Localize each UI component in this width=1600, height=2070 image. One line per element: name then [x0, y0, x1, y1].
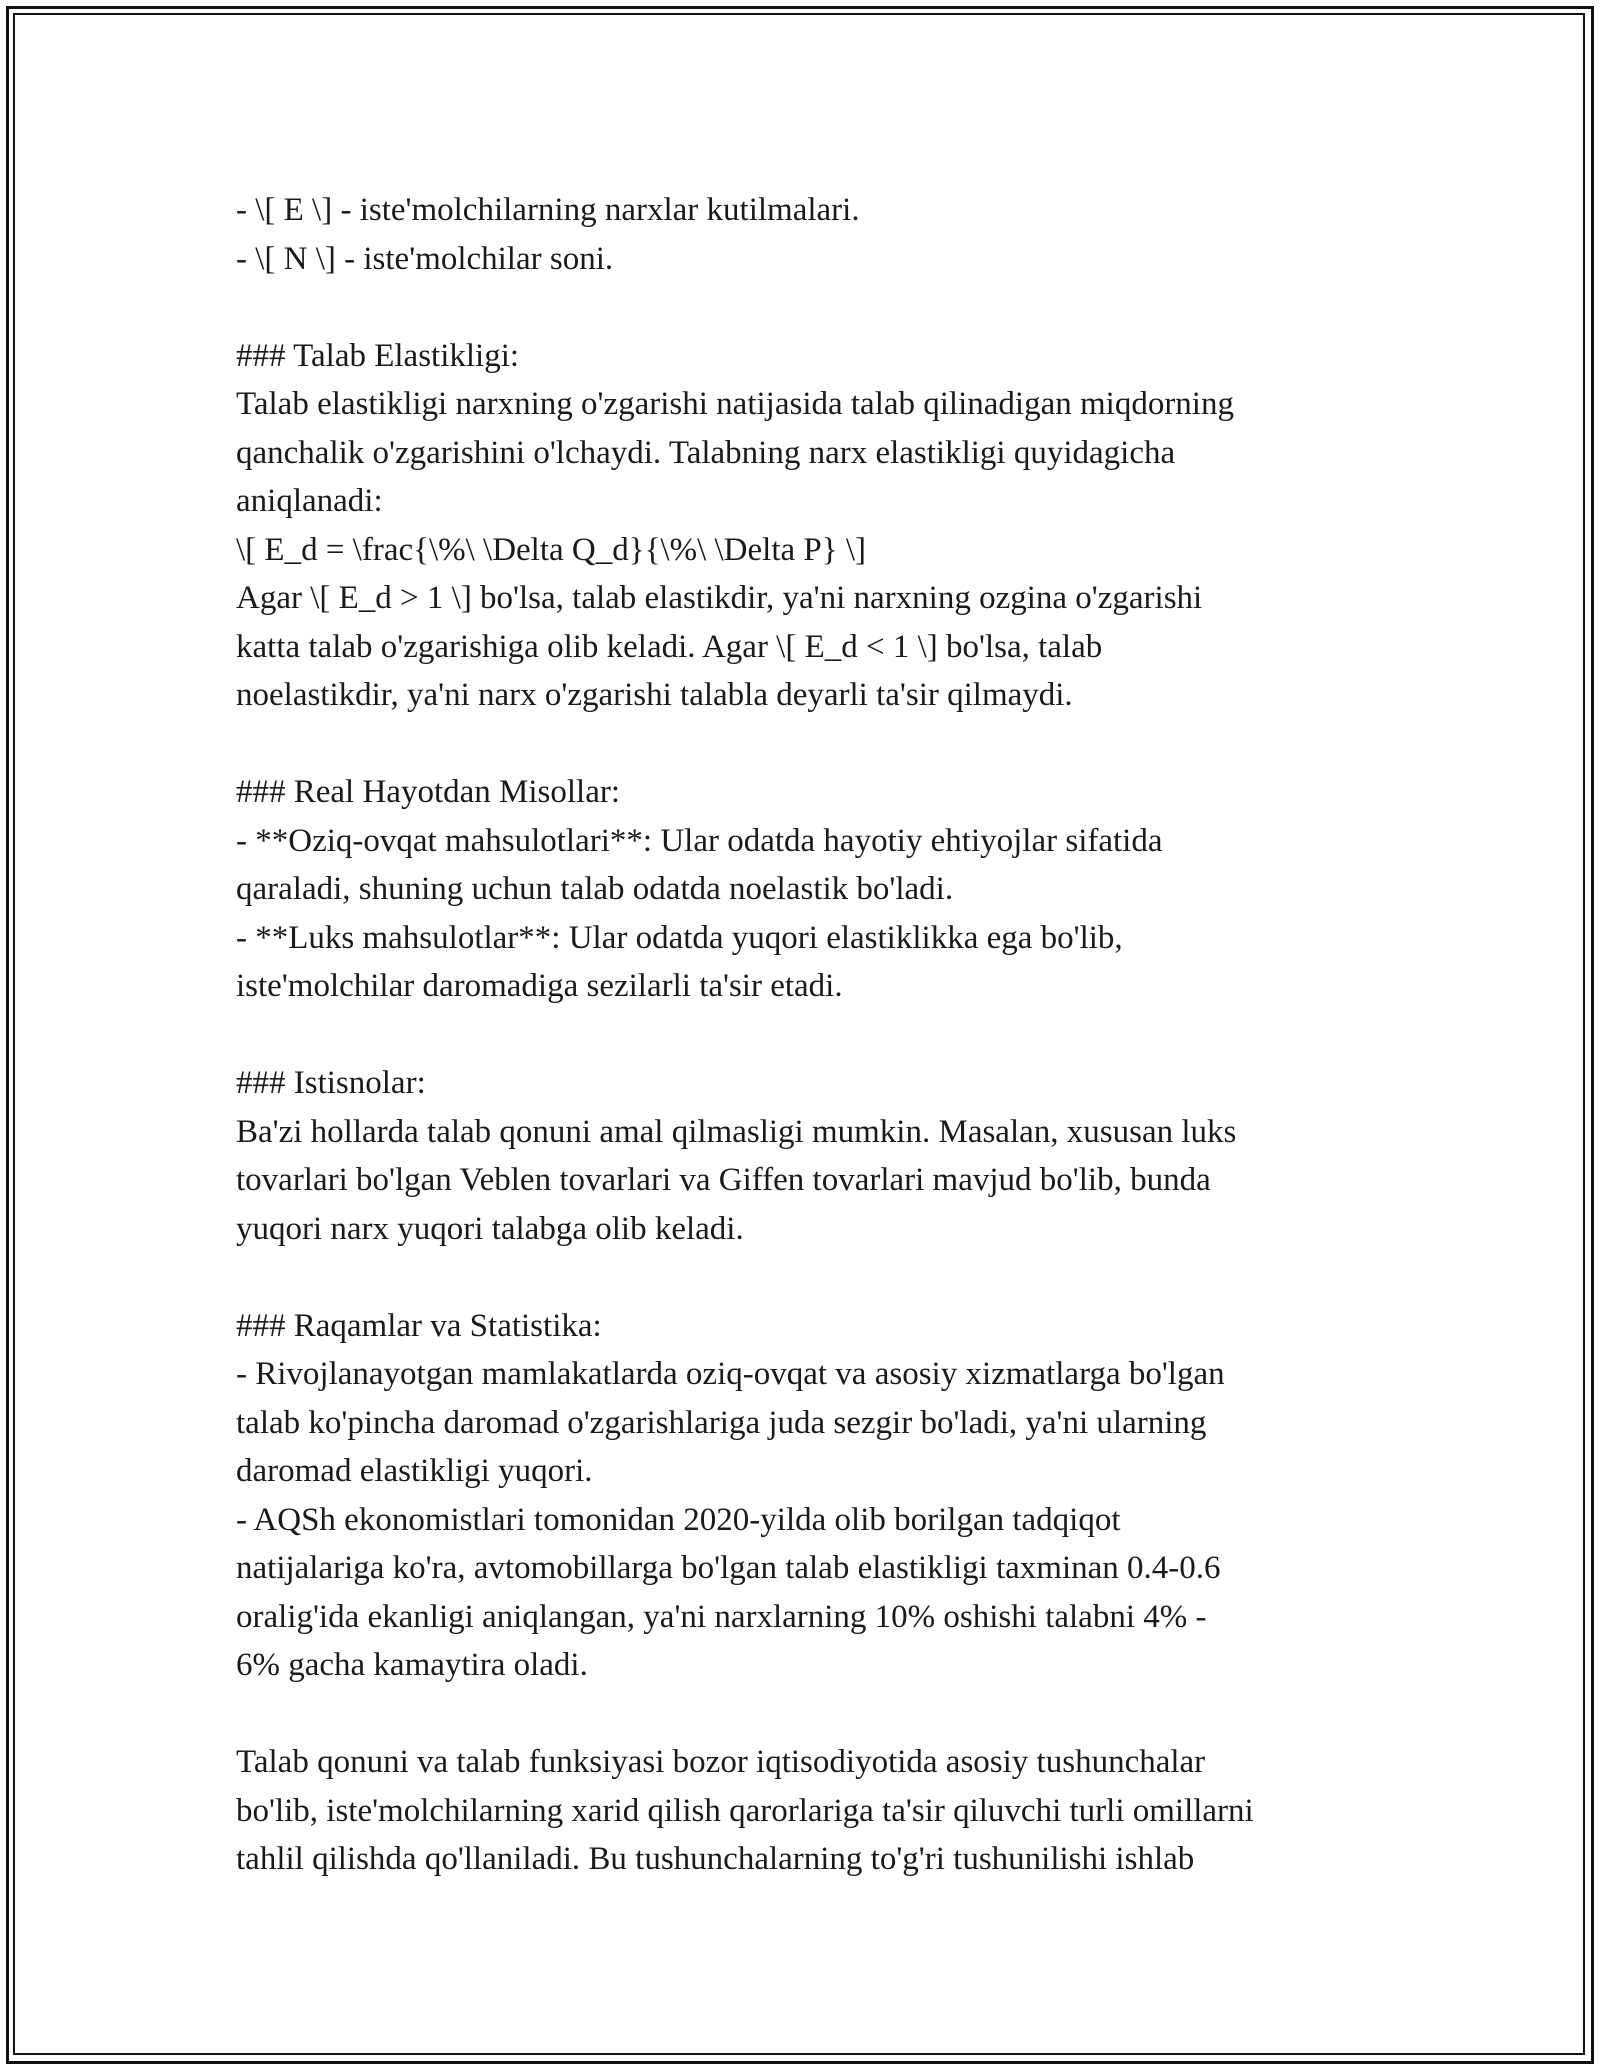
section-heading: ### Talab Elastikligi: [236, 337, 520, 374]
blank-line [236, 1690, 1426, 1739]
section-heading: ### Istisnolar: [236, 1065, 426, 1101]
text-line: noelastikdir, ya'ni narx o'zgarishi talabla deyarli ta'sir qilmaydi. [236, 677, 1073, 713]
text-line: qanchalik o'zgarishini o'lchaydi. Talabning narx elastikligi quyidagicha [236, 434, 1176, 471]
blank-line [236, 283, 1426, 332]
text-line: - Rivojlanayotgan mamlakatlarda oziq-ovqat va asosiy xizmatlarga bo'lgan [236, 1356, 1225, 1392]
text-line: 6% gacha kamaytira oladi. [236, 1647, 588, 1683]
formula-line: \[ E_d = \frac{\%\ \Delta Q_d}{\%\ \Delta P} \] [236, 531, 866, 568]
text-line: - **Oziq-ovqat mahsulotlari**: Ular odatda hayotiy ehtiyojlar sifatida [236, 822, 1163, 859]
document-body [236, 186, 1426, 1884]
text-line: - **Luks mahsulotlar**: Ular odatda yuqori elastiklikka ega bo'lib, [236, 919, 1123, 956]
text-line: Ba'zi hollarda talab qonuni amal qilmasligi mumkin. Masalan, xususan luks [236, 1113, 1237, 1150]
text-line: tahlil qilishda qo'llaniladi. Bu tushunchalarning to'g'ri tushunilishi ishlab [236, 1841, 1195, 1877]
text-line: - AQSh ekonomistlari tomonidan 2020-yilda olib borilgan tadqiqot [236, 1501, 1121, 1538]
text-line: aniqlanadi: [236, 483, 383, 519]
text-line: talab ko'pincha daromad o'zgarishlariga juda sezgir bo'ladi, ya'ni ularning [236, 1404, 1207, 1441]
text-line: Talab qonuni va talab funksiyasi bozor iqtisodiyotida asosiy tushunchalar [236, 1744, 1206, 1780]
text-line: bo'lib, iste'molchilarning xarid qilish qarorlariga ta'sir qiluvchi turli omillarni [236, 1792, 1254, 1829]
text-line: - \[ N \] - iste'molchilar soni. [236, 240, 614, 277]
text-line: Agar \[ E_d > 1 \] bo'lsa, talab elastikdir, ya'ni narxning ozgina o'zgarishi [236, 580, 1203, 616]
text-line: iste'molchilar daromadiga sezilarli ta'sir etadi. [236, 968, 843, 1004]
section-heading: ### Real Hayotdan Misollar: [236, 774, 621, 810]
text-line: natijalariga ko'ra, avtomobillarga bo'lgan talab elastikligi taxminan 0.4-0.6 [236, 1550, 1221, 1586]
blank-line [236, 720, 1426, 769]
text-line: katta talab o'zgarishiga olib keladi. Agar \[ E_d < 1 \] bo'lsa, talab [236, 628, 1103, 665]
text-line: yuqori narx yuqori talabga olib keladi. [236, 1210, 744, 1247]
text-line: - \[ E \] - iste'molchilarning narxlar kutilmalari. [236, 192, 860, 228]
blank-line [236, 1011, 1426, 1060]
section-heading: ### Raqamlar va Statistika: [236, 1307, 602, 1344]
blank-line [236, 1253, 1426, 1302]
text-line: oralig'ida ekanligi aniqlangan, ya'ni narxlarning 10% oshishi talabni 4% - [236, 1598, 1207, 1635]
text-line: Talab elastikligi narxning o'zgarishi natijasida talab qilinadigan miqdorning [236, 386, 1234, 422]
text-line: qaraladi, shuning uchun talab odatda noelastik bo'ladi. [236, 871, 954, 907]
text-line: daromad elastikligi yuqori. [236, 1453, 593, 1489]
text-line: tovarlari bo'lgan Veblen tovarlari va Giffen tovarlari mavjud bo'lib, bunda [236, 1162, 1211, 1198]
